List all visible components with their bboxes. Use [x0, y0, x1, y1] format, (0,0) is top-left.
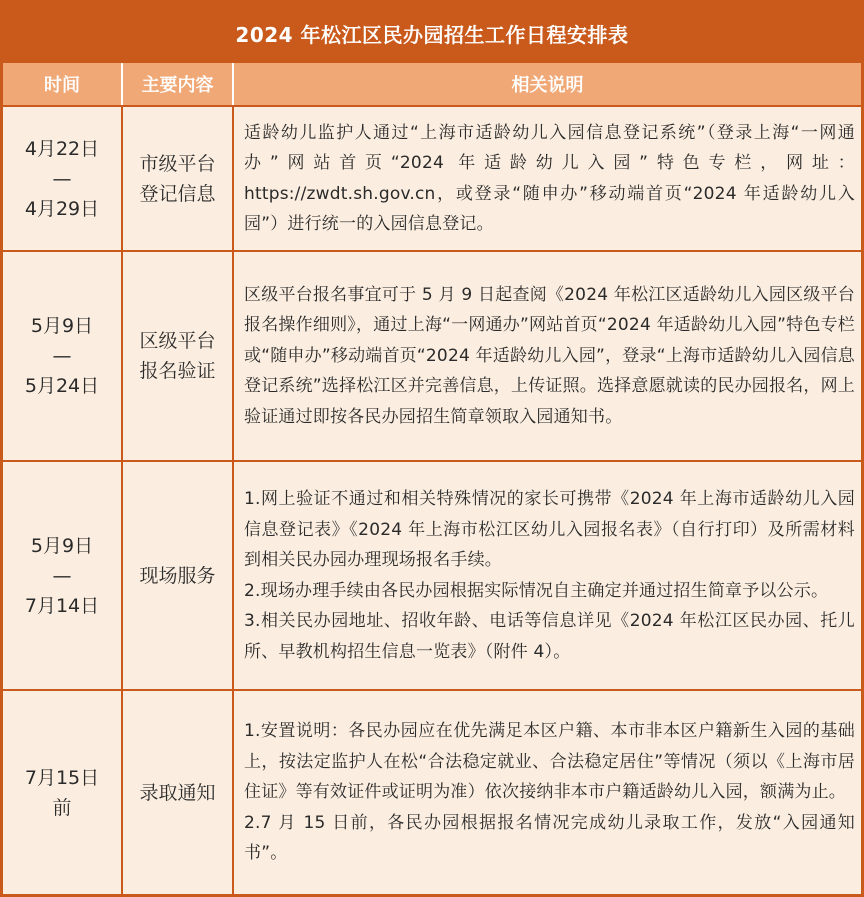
content-line: 区级平台	[139, 330, 216, 352]
description-paragraph: 1.安置说明：各民办园应在优先满足本区户籍、本市非本区户籍新生入园的基础上，按法定监护人在松“合法稳定就业、合法稳定居住”等情况（须以《上海市居住证》等有效证件或证明为准）依次接纳非本市户籍适龄幼儿入园，额满为止。	[244, 721, 855, 803]
header-divider	[232, 63, 234, 105]
row-2-time	[3, 252, 121, 460]
row-4-time	[3, 691, 121, 894]
header-time: 时间	[44, 75, 80, 96]
row-2-content	[123, 252, 232, 460]
time-end: 前	[52, 796, 72, 819]
time-start: 5月9日	[30, 315, 94, 337]
row-1-time	[3, 107, 121, 250]
table-title: 2024 年松江区民办园招生工作日程安排表	[3, 3, 861, 63]
row-4-description	[234, 691, 861, 894]
row-3-time	[3, 462, 121, 689]
content-line: 现场服务	[139, 564, 216, 587]
time-start: 4月22日	[24, 137, 100, 160]
description-paragraph: 区级平台报名事宜可于 5 月 9 日起查阅《2024 年松江区适龄幼儿入园区级平台报名操作细则》，通过上海“一网通办”网站首页“2024 年适龄幼儿入园”特色专栏或“随申办”移动端首页“2024 年适龄幼儿入园”，登录“上海市适龄幼儿入园信息登记系统”选择松江区并完善信息，上传证照。选择意愿就读的民办园报名，网上验证通过即按各民办园招生简章领取入园通知书。	[244, 284, 856, 427]
description-paragraph: 适龄幼儿监护人通过“上海市适龄幼儿入园信息登记系统”（登录上海“一网通办”网站首页“2024 年适龄幼儿入园”特色专栏，网址：https://zwdt.sh.gov.cn，或登录“随申办”移动端首页“2024 年适龄幼儿入园”）进行统一的入园信息登记。	[244, 122, 855, 234]
table-header-row	[3, 63, 861, 105]
content-line: 市级平台	[139, 152, 216, 175]
time-end: 7月14日	[24, 594, 100, 617]
time-end: 4月29日	[24, 197, 100, 220]
description-paragraph: 2.现场办理手续由各民办园根据实际情况自主确定并通过招生简章予以公示。	[244, 580, 829, 601]
row-3-description	[234, 462, 861, 689]
row-2-description	[234, 252, 861, 460]
content-line: 录取通知	[139, 781, 216, 804]
header-divider	[121, 63, 123, 105]
time-start: 7月15日	[24, 766, 100, 789]
description-paragraph: 1.网上验证不通过和相关特殊情况的家长可携带《2024 年上海市适龄幼儿入园信息登记表》《2024 年上海市松江区幼儿入园报名表》（自行打印）及所需材料到相关民办园办理现场报名手续。	[244, 489, 855, 570]
description-paragraph: 2.7 月 15 日前，各民办园根据报名情况完成幼儿录取工作，发放“入园通知书”。	[244, 812, 855, 864]
time-separator: —	[52, 345, 72, 367]
content-line: 报名验证	[139, 360, 216, 382]
time-separator: —	[52, 564, 72, 587]
content-line: 登记信息	[139, 182, 216, 205]
row-1-description	[234, 107, 861, 250]
row-3-content	[123, 462, 232, 689]
time-separator: —	[52, 167, 72, 190]
header-content: 主要内容	[141, 75, 214, 96]
row-4-content	[123, 691, 232, 894]
time-end: 5月24日	[24, 375, 100, 397]
header-description: 相关说明	[511, 75, 584, 96]
time-start: 5月9日	[30, 534, 94, 557]
row-1-content	[123, 107, 232, 250]
description-paragraph: 3.相关民办园地址、招收年龄、电话等信息详见《2024 年松江区民办园、托儿所、早教机构招生信息一览表》（附件 4）。	[244, 611, 855, 662]
